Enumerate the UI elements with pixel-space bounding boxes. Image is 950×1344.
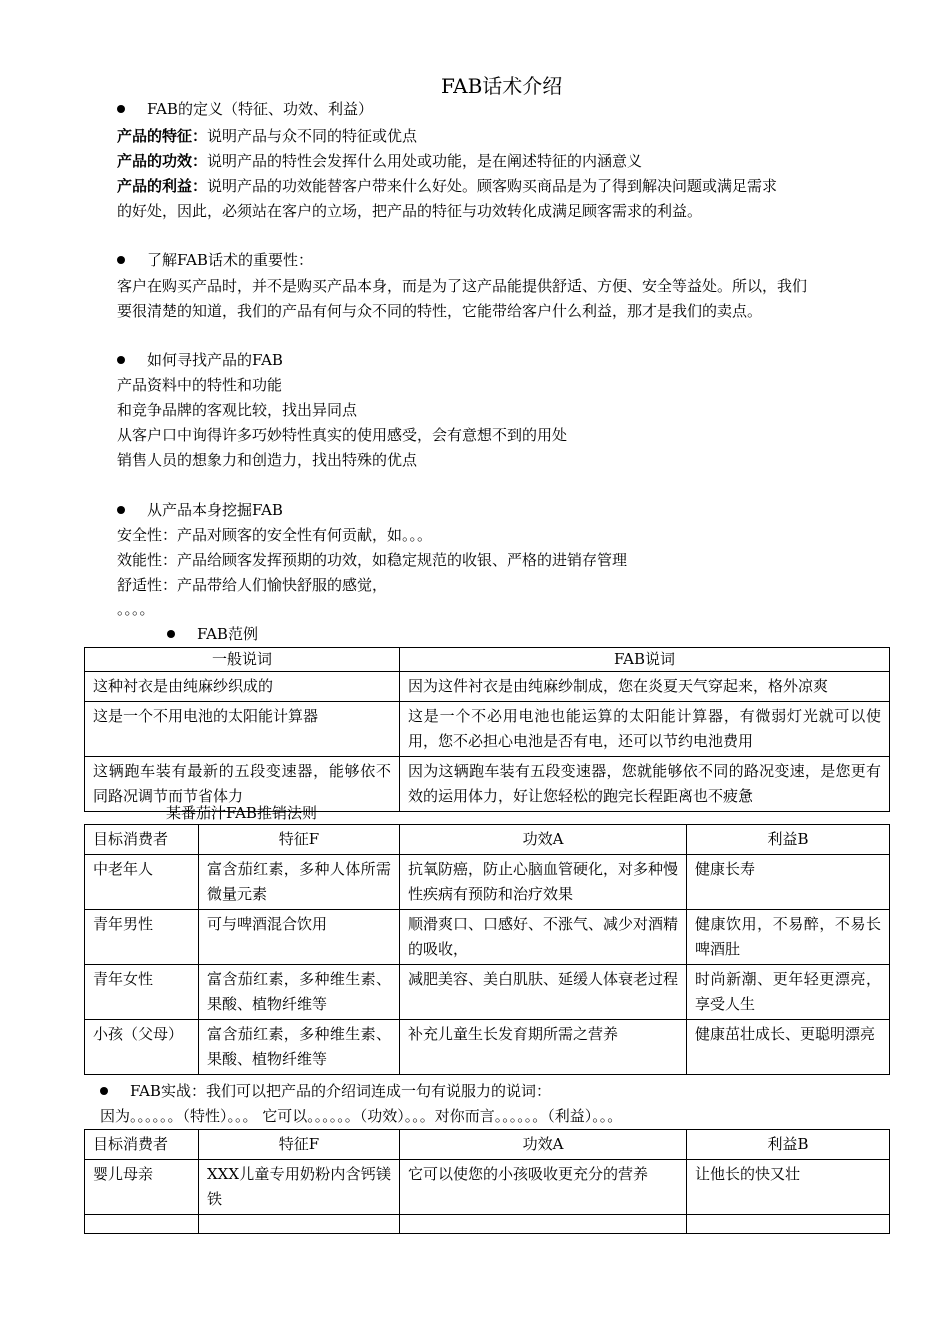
find-item: 从客户口中询得许多巧妙特性真实的使用感受，会有意想不到的用处 <box>117 426 568 444</box>
table-cell: 小孩（父母） <box>85 1020 199 1075</box>
table-row <box>85 702 890 757</box>
practice-heading: FAB实战：我们可以把产品的介绍词连成一句有说服力的说词： <box>100 1081 551 1101</box>
table-header: 目标消费者 <box>85 1130 199 1160</box>
table-cell <box>400 1215 687 1234</box>
table-header: 特征F <box>199 825 400 855</box>
table-row <box>85 1215 890 1234</box>
table-header-row <box>85 1130 890 1160</box>
table-header: 功效A <box>400 1130 687 1160</box>
table-row <box>85 1020 890 1075</box>
table-cell: 健康茁壮成长、更聪明漂亮 <box>687 1020 890 1075</box>
find-item: 产品资料中的特性和功能 <box>117 376 283 394</box>
table-cell: XXX儿童专用奶粉内含钙镁铁 <box>199 1160 400 1215</box>
tomato-caption: 某番茄汁FAB推销法则 <box>166 804 317 822</box>
bullet-icon <box>167 630 175 638</box>
table-row <box>85 910 890 965</box>
table-cell: 这种衬衣是由纯麻纱织成的 <box>85 672 400 702</box>
table-cell: 可与啤酒混合饮用 <box>199 910 400 965</box>
importance-line-2: 要很清楚的知道，我们的产品有何与众不同的特性，它能带给客户什么利益，那才是我们的卖点。 <box>117 302 763 320</box>
bullet-icon <box>117 256 125 264</box>
section-find-heading: 如何寻找产品的FAB <box>117 350 283 370</box>
find-item: 和竞争品牌的客观比较，找出异同点 <box>117 401 358 419</box>
bullet-icon <box>117 356 125 364</box>
table-cell: 顺滑爽口、口感好、不涨气、减少对酒精的吸收， <box>400 910 687 965</box>
find-item: 销售人员的想象力和创造力，找出特殊的优点 <box>117 451 418 469</box>
product-item: 。。。。 <box>117 600 155 618</box>
table-cell: 富含茄红素，多种人体所需微量元素 <box>199 855 400 910</box>
table-cell: 它可以使您的小孩吸收更充分的营养 <box>400 1160 687 1215</box>
table-header-row <box>85 825 890 855</box>
table-header: FAB说词 <box>400 648 890 672</box>
table-cell: 这是一个不必用电池也能运算的太阳能计算器，有微弱灯光就可以使用，您不必担心电池是否有电，还可以节约电池费用 <box>400 702 890 757</box>
effect-line: 产品的功效：说明产品的特性会发挥什么用处或功能，是在阐述特征的内涵意义 <box>117 152 643 170</box>
table-cell: 婴儿母亲 <box>85 1160 199 1215</box>
table-cell: 富含茄红素，多种维生素、果酸、植物纤维等 <box>199 1020 400 1075</box>
bullet-icon <box>100 1087 108 1095</box>
section-product-heading: 从产品本身挖掘FAB <box>117 500 283 520</box>
table-cell: 时尚新潮、更年轻更漂亮，享受人生 <box>687 965 890 1020</box>
table-cell: 这是一个不用电池的太阳能计算器 <box>85 702 400 757</box>
tomato-fab-table <box>84 824 890 1075</box>
table-header: 特征F <box>199 1130 400 1160</box>
table-row <box>85 1160 890 1215</box>
table-cell: 富含茄红素，多种维生素、果酸、植物纤维等 <box>199 965 400 1020</box>
table-cell: 这辆跑车装有最新的五段变速器，能够依不同路况调节而节省体力 <box>85 757 400 812</box>
product-item: 舒适性：产品带给人们愉快舒服的感觉， <box>117 576 388 594</box>
table-cell: 减肥美容、美白肌肤、延缓人体衰老过程 <box>400 965 687 1020</box>
table-cell: 青年女性 <box>85 965 199 1020</box>
bullet-icon <box>117 506 125 514</box>
table-cell <box>687 1215 890 1234</box>
product-item: 安全性：产品对顾客的安全性有何贡献，如。。。 <box>117 526 433 544</box>
table-header: 功效A <box>400 825 687 855</box>
table-cell: 抗氧防癌，防止心脑血管硬化，对多种慢性疾病有预防和治疗效果 <box>400 855 687 910</box>
fab-example-table <box>84 647 890 812</box>
feature-line: 产品的特征：说明产品与众不同的特征或优点 <box>117 127 418 145</box>
table-cell <box>85 1215 199 1234</box>
table-header: 利益B <box>687 1130 890 1160</box>
table-cell: 健康长寿 <box>687 855 890 910</box>
table-row <box>85 855 890 910</box>
table-cell: 因为这辆跑车装有五段变速器，您就能够依不同的路况变速，是您更有效的运用体力，好让您轻松的跑完长程距离也不疲惫 <box>400 757 890 812</box>
benefit-line: 产品的利益：说明产品的功效能替客户带来什么好处。顾客购买商品是为了得到解决问题或满足需求 <box>117 177 778 195</box>
table-cell: 中老年人 <box>85 855 199 910</box>
table-header-row <box>85 648 890 672</box>
table-cell: 因为这件衬衣是由纯麻纱制成，您在炎夏天气穿起来，格外凉爽 <box>400 672 890 702</box>
table-row <box>85 965 890 1020</box>
table-cell: 让他长的快又壮 <box>687 1160 890 1215</box>
table-row <box>85 672 890 702</box>
practice-template: 因为。。。。。。（特性）。。。 它可以。。。。。。（功效）。。。对你而言。。。。。。（利益）。。。 <box>100 1107 623 1125</box>
table-header: 一般说词 <box>85 648 400 672</box>
page-title: FAB话术介绍 <box>441 74 563 98</box>
table-header: 利益B <box>687 825 890 855</box>
product-item: 效能性：产品给顾客发挥预期的功效，如稳定规范的收银、严格的进销存管理 <box>117 551 628 569</box>
bullet-icon <box>117 105 125 113</box>
benefit-line-2: 的好处，因此，必须站在客户的立场，把产品的特征与功效转化成满足顾客需求的利益。 <box>117 202 703 220</box>
example-heading: FAB范例 <box>167 624 258 644</box>
practice-fab-table <box>84 1129 890 1234</box>
table-header: 目标消费者 <box>85 825 199 855</box>
table-cell <box>199 1215 400 1234</box>
importance-line-1: 客户在购买产品时，并不是购买产品本身，而是为了这产品能提供舒适、方便、安全等益处。所以，我们 <box>117 277 808 295</box>
table-cell: 青年男性 <box>85 910 199 965</box>
section-definition-heading: FAB的定义（特征、功效、利益） <box>117 99 373 119</box>
table-cell: 补充儿童生长发育期所需之营养 <box>400 1020 687 1075</box>
table-cell: 健康饮用，不易醉，不易长啤酒肚 <box>687 910 890 965</box>
section-importance-heading: 了解FAB话术的重要性： <box>117 250 313 270</box>
